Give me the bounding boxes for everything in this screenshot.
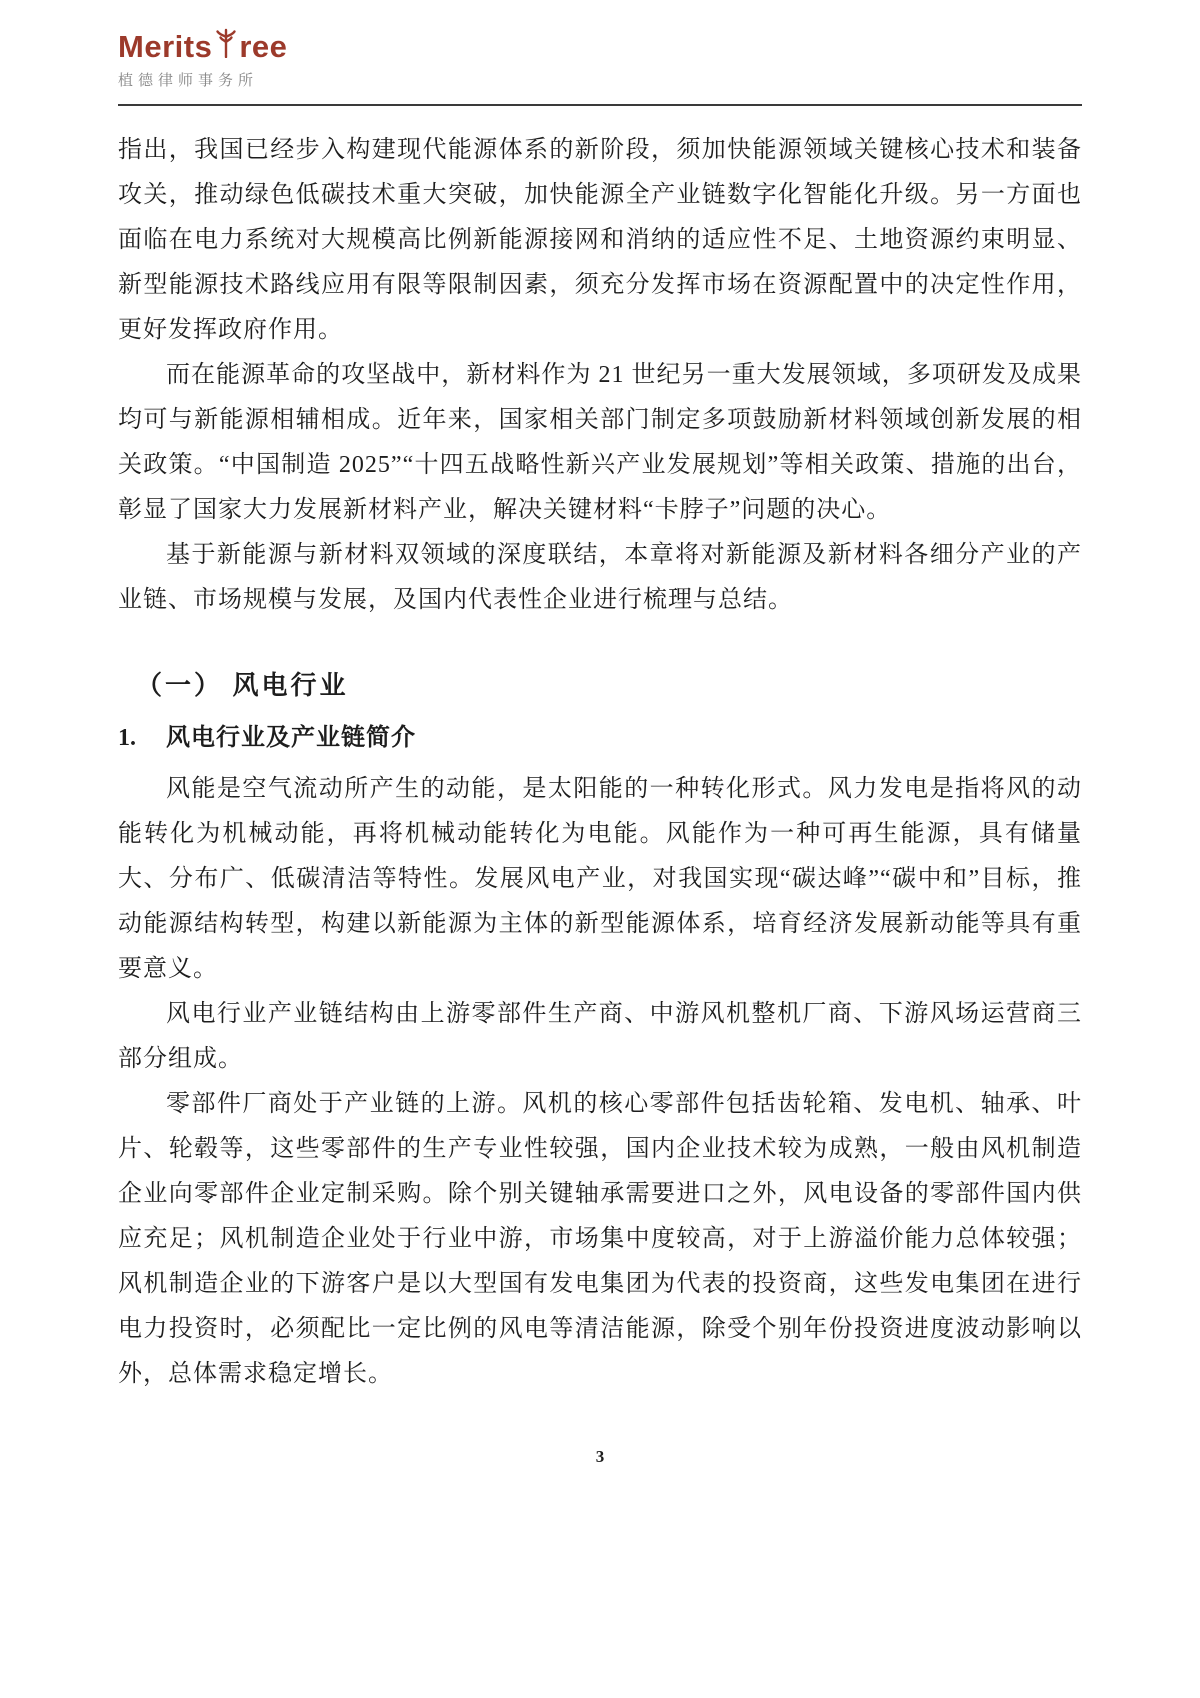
- body-paragraph: 而在能源革命的攻坚战中，新材料作为 21 世纪另一重大发展领域，多项研发及成果均可与新能源相辅相成。近年来，国家相关部门制定多项鼓励新材料领域创新发展的相关政策。“中国制造 2025”“十四五战略性新兴产业发展规划”等相关政策、措施的出台，彰显了国家大力发展新材料产业，解决关键材料“卡脖子”问题的决心。: [118, 362, 1082, 523]
- section-heading: （一） 风电行业: [136, 671, 349, 700]
- page-header: [118, 26, 1082, 106]
- document-body: [118, 128, 1082, 1397]
- body-paragraph: 风能是空气流动所产生的动能，是太阳能的一种转化形式。风力发电是指将风的动能转化为机械动能，再将机械动能转化为电能。风能作为一种可再生能源，具有储量大、分布广、低碳清洁等特性。发展风电产业，对我国实现“碳达峰”“碳中和”目标，推动能源结构转型，构建以新能源为主体的新型能源体系，培育经济发展新动能等具有重要意义。: [118, 776, 1082, 982]
- body-paragraph: 风电行业产业链结构由上游零部件生产商、中游风机整机厂商、下游风场运营商三部分组成。: [118, 1001, 1082, 1072]
- body-paragraph: 基于新能源与新材料双领域的深度联结，本章将对新能源及新材料各细分产业的产业链、市场规模与发展，及国内代表性企业进行梳理与总结。: [118, 542, 1082, 613]
- company-logo: [118, 26, 1082, 90]
- logo-subtitle: 植德律师事务所: [118, 72, 259, 89]
- page-footer: [118, 1447, 1082, 1467]
- logo-text-merits: Merits: [118, 29, 213, 64]
- header-divider: [118, 104, 1082, 106]
- body-paragraph: 指出，我国已经步入构建现代能源体系的新阶段，须加快能源领域关键核心技术和装备攻关，推动绿色低碳技术重大突破，加快能源全产业链数字化智能化升级。另一方面也面临在电力系统对大规模高比例新能源接网和消纳的适应性不足、土地资源约束明显、新型能源技术路线应用有限等限制因素，须充分发挥市场在资源配置中的决定性作用，更好发挥政府作用。: [118, 137, 1082, 343]
- logo-wordmark: [118, 26, 1082, 62]
- subsection-heading: [118, 716, 1082, 761]
- subsection-number: 1.: [118, 725, 136, 751]
- body-paragraph: 零部件厂商处于产业链的上游。风机的核心零部件包括齿轮箱、发电机、轴承、叶片、轮毂等，这些零部件的生产专业性较强，国内企业技术较为成熟，一般由风机制造企业向零部件企业定制采购。除个别关键轴承需要进口之外，风电设备的零部件国内供应充足；风机制造企业处于行业中游，市场集中度较高，对于上游溢价能力总体较强；风机制造企业的下游客户是以大型国有发电集团为代表的投资商，这些发电集团在进行电力投资时，必须配比一定比例的风电等清洁能源，除受个别年份投资进度波动影响以外，总体需求稳定增长。: [118, 1091, 1082, 1387]
- page-number: 3: [595, 1447, 605, 1466]
- subsection-title: 风电行业及产业链简介: [166, 725, 416, 751]
- tree-icon: [214, 26, 238, 63]
- logo-text-ree: ree: [239, 29, 288, 64]
